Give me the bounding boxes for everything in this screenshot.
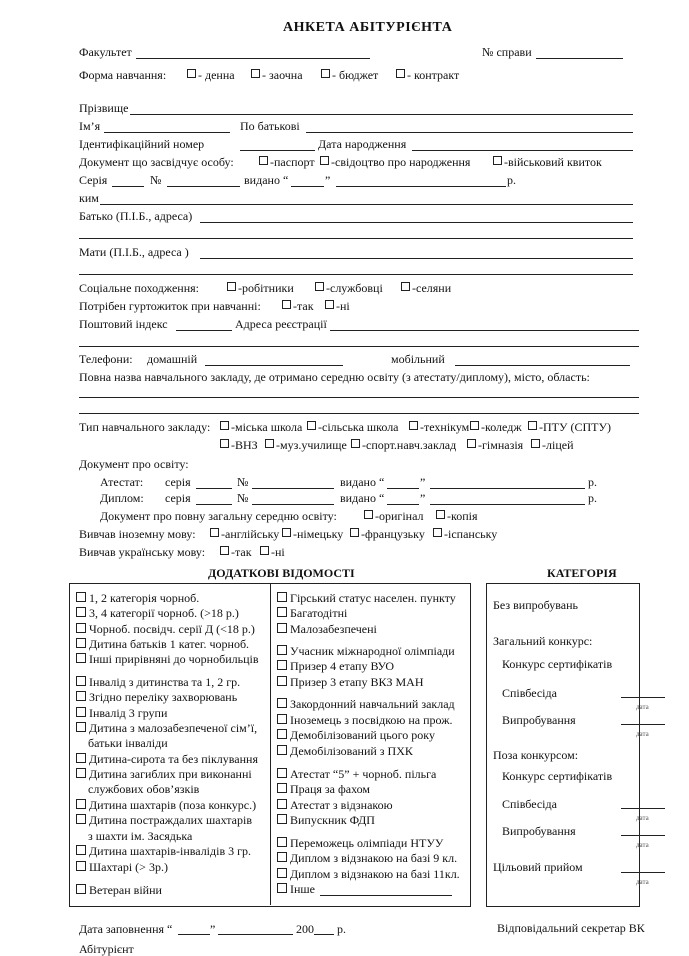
issued-month-field[interactable] [336, 186, 506, 187]
id-label: Ідентифікаційний номер [79, 137, 205, 151]
checkbox-icon [251, 69, 260, 78]
surname-field[interactable] [130, 114, 633, 115]
extra-info-item[interactable]: Шахтарі (> 3р.) [76, 860, 168, 874]
postal-label: Поштовий індекс [79, 317, 168, 331]
full-edu-copy[interactable]: -копія [436, 509, 478, 523]
foreign-lang-label: Вивчав іноземну мову: [79, 527, 196, 541]
fill-date-suffix: р. [337, 922, 346, 936]
fill-date-quote: ” [210, 922, 216, 936]
checkbox-icon [493, 156, 502, 165]
home-phone-label: домашній [147, 352, 198, 366]
extra-info-header: ДОДАТКОВІ ВІДОМОСТІ [208, 566, 355, 580]
study-form-extramural[interactable]: - заочна [251, 68, 303, 82]
case-field[interactable] [536, 58, 623, 59]
extra-info-item[interactable]: Багатодітні [277, 606, 347, 620]
attestat-series-label: серія [165, 475, 191, 489]
checkbox-icon [76, 814, 86, 824]
checkbox-icon [277, 868, 287, 878]
extra-info-item[interactable]: 1, 2 категорія чорноб. [76, 591, 199, 605]
checkbox-icon [259, 156, 268, 165]
checkbox-icon [531, 439, 540, 448]
extra-info-item[interactable]: Гірський статус населен. пункту [277, 591, 456, 605]
phones-label: Телефони: [79, 352, 133, 366]
year-suffix: р. [507, 173, 516, 187]
cat-out-exam-field[interactable] [621, 835, 665, 836]
school-field[interactable] [79, 397, 639, 398]
birth-field[interactable] [412, 150, 633, 151]
birth-label: Дата народження [318, 137, 407, 151]
social-workers[interactable]: -робітники [227, 281, 294, 295]
edu-doc-label: Документ про освіту: [79, 457, 189, 471]
social-label: Соціальне походження: [79, 281, 199, 295]
study-form-budget[interactable]: - бюджет [321, 68, 378, 82]
doc-birth-cert[interactable]: -свідоцтво про народження [320, 155, 470, 169]
extra-info-item[interactable]: Інвалід з дитинства та 1, 2 гр. [76, 675, 240, 689]
checkbox-icon [282, 528, 291, 537]
cat-general-exam-date: дата [636, 730, 649, 738]
checkbox-icon [277, 729, 287, 739]
extra-info-item[interactable]: Призер 3 етапу ВКЗ МАН [277, 675, 423, 689]
extra-info-item[interactable]: Інвалід 3 групи [76, 706, 167, 720]
extra-info-item[interactable]: Дитина з малозабезпеченої сім’ї, [76, 721, 257, 735]
checkbox-icon [277, 623, 287, 633]
foreign-english[interactable]: -англійську [210, 527, 279, 541]
fill-date-year-field[interactable] [314, 934, 334, 935]
study-form-day[interactable]: - денна [187, 68, 235, 82]
checkbox-icon [282, 300, 291, 309]
checkbox-icon [277, 592, 287, 602]
by-whom-label: ким [79, 191, 99, 205]
school-type-music[interactable]: -муз.училище [265, 438, 347, 452]
cat-general-interview-date: дата [636, 703, 649, 711]
extra-info-item[interactable]: Демобілізований цього року [277, 728, 435, 742]
attestat-number-label: № [237, 475, 249, 489]
checkbox-icon [277, 660, 287, 670]
extra-info-item[interactable]: 3, 4 категорії чорноб. (>18 р.) [76, 606, 239, 620]
extra-info-item[interactable]: Випускник ФДП [277, 813, 375, 827]
checkbox-icon [187, 69, 196, 78]
extra-info-item[interactable]: Призер 4 етапу ВУО [277, 659, 394, 673]
checkbox-icon [220, 546, 229, 555]
diploma-month-field[interactable] [430, 504, 585, 505]
extra-info-item[interactable]: Інше [277, 882, 315, 896]
diploma-issued-label: видано “ [340, 491, 385, 505]
extra-info-item[interactable]: службових обов’язків [88, 782, 200, 796]
diploma-series-label: серія [165, 491, 191, 505]
checkbox-icon [277, 783, 287, 793]
checkbox-icon [277, 837, 287, 847]
father-label: Батько (П.І.Б., адреса) [79, 209, 193, 223]
extra-info-item[interactable]: Малозабезпечені [277, 622, 377, 636]
cat-out-exam-date: дата [636, 841, 649, 849]
checkbox-icon [277, 814, 287, 824]
dorm-yes[interactable]: -так [282, 299, 314, 313]
school-type-ptu[interactable]: -ПТУ (СПТУ) [528, 420, 611, 434]
attestat-issued-label: видано “ [340, 475, 385, 489]
foreign-german[interactable]: -німецьку [282, 527, 343, 541]
category-header: КАТЕГОРІЯ [547, 566, 617, 580]
fill-date-month-field[interactable] [218, 934, 293, 935]
extra-info-item[interactable]: Закордонний навчальний заклад [277, 697, 455, 711]
cat-target-date: дата [636, 878, 649, 886]
ukr-yes[interactable]: -так [220, 545, 252, 559]
cat-general-interview-field[interactable] [621, 697, 665, 698]
extra-info-item[interactable]: з шахти ім. Засядька [88, 829, 193, 843]
mother-field-2[interactable] [79, 274, 633, 275]
checkbox-icon [76, 861, 86, 871]
cat-no-exam[interactable]: Без випробувань [493, 598, 578, 612]
cat-out-interview-field[interactable] [621, 808, 665, 809]
extra-info-item[interactable]: батьки інваліди [88, 736, 168, 750]
extra-info-item[interactable]: Дитина шахтарів-інвалідів 3 гр. [76, 844, 251, 858]
quote-close: ” [325, 173, 331, 187]
ukr-no[interactable]: -ні [260, 545, 285, 559]
checkbox-icon [277, 745, 287, 755]
checkbox-icon [433, 528, 442, 537]
extra-info-item[interactable]: Праця за фахом [277, 782, 370, 796]
checkbox-icon [321, 69, 330, 78]
checkbox-icon [325, 300, 334, 309]
extra-info-item[interactable]: Іноземець з посвідкою на прож. [277, 713, 453, 727]
extra-info-item[interactable]: Дитина постраждалих шахтарів [76, 813, 252, 827]
checkbox-icon [307, 421, 316, 430]
study-form-label: Форма навчання: [79, 68, 167, 82]
number-label: № [150, 173, 162, 187]
checkbox-icon [277, 645, 287, 655]
patronymic-field[interactable] [306, 132, 633, 133]
checkbox-icon [260, 546, 269, 555]
dorm-label: Потрібен гуртожиток при навчанні: [79, 299, 261, 313]
extra-info-item[interactable]: Диплом з відзнакою на базі 9 кл. [277, 851, 457, 865]
father-field-2[interactable] [79, 238, 633, 239]
checkbox-icon [76, 768, 86, 778]
attestat-quote: ” [420, 475, 426, 489]
surname-label: Прізвище [79, 101, 129, 115]
diploma-day-field[interactable] [387, 504, 419, 505]
cat-out-certificates[interactable]: Конкурс сертифікатів [502, 769, 613, 783]
checkbox-icon [396, 69, 405, 78]
checkbox-icon [528, 421, 537, 430]
cat-out-interview-date: дата [636, 814, 649, 822]
full-edu-original[interactable]: -оригінал [364, 509, 424, 523]
category-box [486, 583, 640, 907]
school-field-2[interactable] [79, 413, 639, 414]
mother-label: Мати (П.І.Б., адреса ) [79, 245, 189, 259]
diploma-label: Диплом: [100, 491, 144, 505]
form-title: АНКЕТА АБІТУРІЄНТА [283, 20, 453, 35]
school-type-lyceum[interactable]: -ліцей [531, 438, 574, 452]
school-label: Повна назва навчального закладу, де отримано середню освіту (з атестату/диплому), місто, область: [79, 370, 590, 384]
extra-info-item[interactable]: Дитина загиблих при виконанні [76, 767, 252, 781]
fill-date-label: Дата заповнення “ [79, 922, 173, 936]
address-field[interactable] [330, 330, 639, 331]
extra-info-item[interactable]: Дитина батьків 1 катег. чорноб. [76, 637, 249, 651]
full-edu-label: Документ про повну загальну середню освіту: [100, 509, 337, 523]
by-whom-field[interactable] [100, 204, 633, 205]
cat-out-exam[interactable]: Випробування [502, 824, 576, 838]
ukr-lang-label: Вивчав українську мову: [79, 545, 206, 559]
patronymic-label: По батькові [240, 119, 300, 133]
cat-general-exam[interactable]: Випробування [502, 713, 576, 727]
fill-date-year: 200 [296, 922, 314, 936]
cat-general-exam-field[interactable] [621, 724, 665, 725]
attestat-label: Атестат: [100, 475, 144, 489]
checkbox-icon [277, 768, 287, 778]
extra-info-item[interactable]: Дитина-сирота та без піклування [76, 752, 258, 766]
checkbox-icon [277, 714, 287, 724]
checkbox-icon [76, 707, 86, 717]
checkbox-icon [220, 421, 229, 430]
checkbox-icon [76, 592, 86, 602]
extra-info-item[interactable]: Учасник міжнародної олімпіади [277, 644, 455, 658]
number-field[interactable] [167, 186, 240, 187]
address-field-2[interactable] [79, 346, 639, 347]
school-type-city[interactable]: -міська школа [220, 420, 302, 434]
checkbox-icon [277, 698, 287, 708]
cat-general-certificates[interactable]: Конкурс сертифікатів [502, 657, 613, 671]
address-label: Адреса реєстрації [235, 317, 327, 331]
checkbox-icon [409, 421, 418, 430]
mobile-phone-label: мобільний [391, 352, 445, 366]
dorm-no[interactable]: -ні [325, 299, 350, 313]
mobile-phone-field[interactable] [455, 365, 630, 366]
cat-out-interview[interactable]: Співбесіда [502, 797, 557, 811]
checkbox-icon [401, 282, 410, 291]
cat-general: Загальний конкурс: [493, 634, 593, 648]
cat-general-interview[interactable]: Співбесіда [502, 686, 557, 700]
father-field[interactable] [200, 222, 633, 223]
extra-info-item[interactable]: Ветеран війни [76, 883, 162, 897]
checkbox-icon [350, 528, 359, 537]
diploma-quote: ” [420, 491, 426, 505]
checkbox-icon [76, 884, 86, 894]
checkbox-icon [436, 510, 445, 519]
diploma-year: р. [588, 491, 597, 505]
checkbox-icon [76, 638, 86, 648]
checkbox-icon [76, 799, 86, 809]
bottom-cut-label: Абітурієнт [79, 942, 134, 956]
diploma-number-label: № [237, 491, 249, 505]
checkbox-icon [277, 852, 287, 862]
checkbox-icon [76, 722, 86, 732]
checkbox-icon [220, 439, 229, 448]
extra-info-item[interactable]: Інші прирівняні до чорнобильців [76, 652, 259, 666]
name-label: Ім’я [79, 119, 101, 133]
attestat-series-field[interactable] [196, 488, 232, 489]
school-type-gymnasium[interactable]: -гімназія [467, 438, 523, 452]
extra-info-item[interactable]: Дитина шахтарів (поза конкурс.) [76, 798, 256, 812]
cat-target-field[interactable] [621, 872, 665, 873]
checkbox-icon [277, 883, 287, 893]
series-label: Серія [79, 173, 108, 187]
foreign-french[interactable]: -французьку [350, 527, 425, 541]
checkbox-icon [210, 528, 219, 537]
mother-field[interactable] [200, 258, 633, 259]
postal-field[interactable] [176, 330, 232, 331]
extra-info-item[interactable]: Диплом з відзнакою на базі 11кл. [277, 867, 460, 881]
doc-military-id[interactable]: -військовий квиток [493, 155, 602, 169]
cat-out: Поза конкурсом: [493, 748, 579, 762]
attestat-year: р. [588, 475, 597, 489]
social-employees[interactable]: -службовці [315, 281, 383, 295]
case-label: № справи [482, 45, 532, 59]
diploma-series-field[interactable] [196, 504, 232, 505]
checkbox-icon [277, 607, 287, 617]
school-type-rural[interactable]: -сільська школа [307, 420, 399, 434]
cat-target[interactable]: Цільовий прийом [493, 860, 583, 874]
extra-info-item[interactable]: Атестат “5” + чорноб. пільга [277, 767, 436, 781]
school-type-technikum[interactable]: -технікум [409, 420, 469, 434]
school-type-college[interactable]: -коледж [470, 420, 522, 434]
checkbox-icon [76, 691, 86, 701]
issued-label: видано “ [244, 173, 289, 187]
foreign-spanish[interactable]: -іспанську [433, 527, 497, 541]
checkbox-icon [277, 799, 287, 809]
checkbox-icon [277, 676, 287, 686]
attestat-month-field[interactable] [430, 488, 585, 489]
checkbox-icon [227, 282, 236, 291]
checkbox-icon [320, 156, 329, 165]
attestat-day-field[interactable] [387, 488, 419, 489]
school-type-label: Тип навчального закладу: [79, 420, 211, 434]
id-field[interactable] [240, 150, 315, 151]
checkbox-icon [467, 439, 476, 448]
issued-day-field[interactable] [291, 186, 324, 187]
checkbox-icon [265, 439, 274, 448]
checkbox-icon [351, 439, 360, 448]
school-type-university[interactable]: -ВНЗ [220, 438, 258, 452]
checkbox-icon [76, 753, 86, 763]
checkbox-icon [315, 282, 324, 291]
name-field[interactable] [104, 132, 230, 133]
home-phone-field[interactable] [205, 365, 343, 366]
study-form-contract[interactable]: - контракт [396, 68, 459, 82]
school-type-sport[interactable]: -спорт.навч.заклад [351, 438, 456, 452]
attestat-number-field[interactable] [252, 488, 334, 489]
extra-info-item[interactable]: Демобілізований з ПХК [277, 744, 413, 758]
social-peasants[interactable]: -селяни [401, 281, 451, 295]
checkbox-icon [76, 845, 86, 855]
id-doc-label: Документ що засвідчує особу: [79, 155, 234, 169]
extra-info-divider [270, 583, 271, 905]
checkbox-icon [470, 421, 479, 430]
extra-info-item[interactable]: Чорноб. посвідч. серії Д (<18 р.) [76, 622, 255, 636]
checkbox-icon [76, 653, 86, 663]
doc-passport[interactable]: -паспорт [259, 155, 315, 169]
extra-info-item[interactable]: Атестат з відзнакою [277, 798, 393, 812]
other-field[interactable] [320, 895, 452, 896]
checkbox-icon [364, 510, 373, 519]
diploma-number-field[interactable] [252, 504, 334, 505]
series-field[interactable] [112, 186, 144, 187]
secretary-label: Відповідальний секретар ВК [497, 921, 645, 935]
checkbox-icon [76, 607, 86, 617]
checkbox-icon [76, 623, 86, 633]
fill-date-day-field[interactable] [178, 934, 210, 935]
extra-info-item[interactable]: Згідно переліку захворювань [76, 690, 237, 704]
checkbox-icon [76, 676, 86, 686]
faculty-label: Факультет [79, 45, 132, 59]
faculty-field[interactable] [136, 58, 370, 59]
extra-info-item[interactable]: Переможець олімпіади НТУУ [277, 836, 443, 850]
